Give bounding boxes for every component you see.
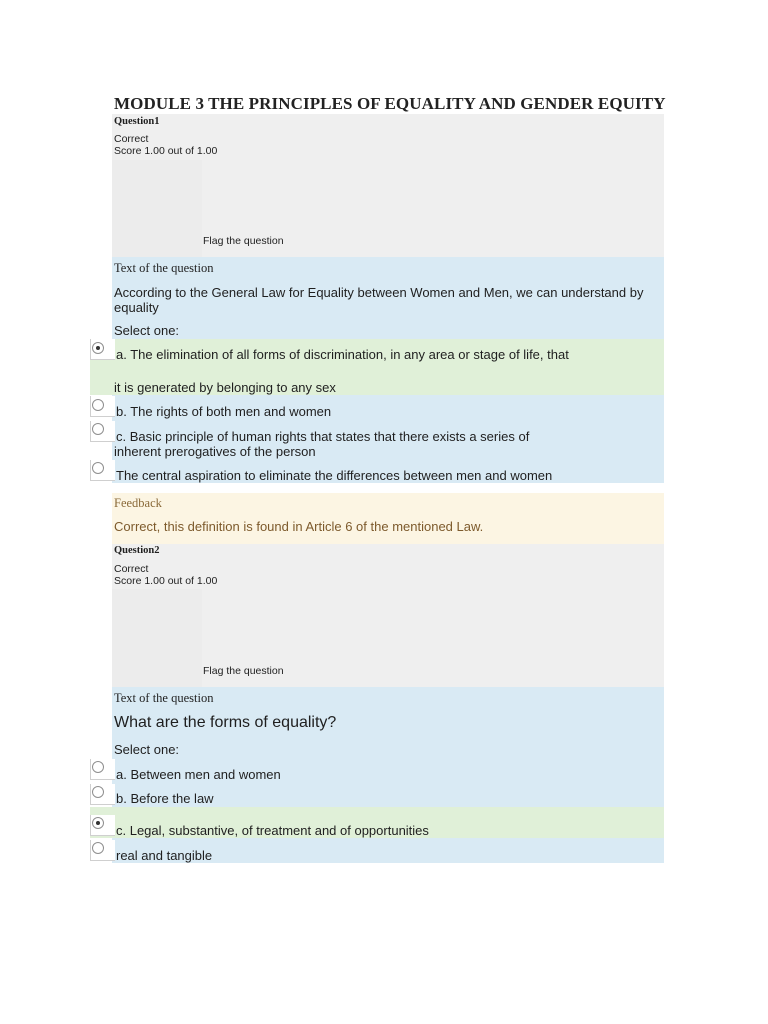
question2-text-label: Text of the question — [114, 691, 214, 705]
question1-prompt-line1: According to the General Law for Equality between Women and Men, we can understand by — [114, 285, 644, 300]
question2-option-d-radio[interactable] — [92, 842, 104, 854]
question1-option-b-radio[interactable] — [92, 399, 104, 411]
question1-status: Correct — [114, 133, 149, 145]
question1-option-c-text-line2: inherent prerogatives of the person — [114, 444, 316, 459]
question1-feedback-text: Correct, this definition is found in Article 6 of the mentioned Law. — [114, 519, 484, 534]
question2-option-d-text: real and tangible — [116, 848, 213, 863]
question2-number: Question2 — [114, 545, 160, 556]
question2-flag-panel — [112, 589, 202, 687]
question1-flag-panel — [112, 160, 202, 257]
question2-option-b-text: b. Before the law — [116, 791, 214, 806]
question2-option-c-radio[interactable] — [92, 817, 104, 829]
question2-option-a-radio[interactable] — [92, 761, 104, 773]
question2-status: Correct — [114, 563, 149, 575]
question1-feedback-label: Feedback — [114, 496, 162, 510]
question2-option-a-text: a. Between men and women — [116, 767, 281, 782]
question1-option-b-text: b. The rights of both men and women — [116, 404, 332, 419]
module-title: MODULE 3 THE PRINCIPLES OF EQUALITY AND GENDER EQUITY — [114, 94, 666, 113]
question2-score: Score 1.00 out of 1.00 — [114, 575, 218, 587]
question1-flag-link[interactable]: Flag the question — [203, 235, 284, 247]
question1-number: Question1 — [114, 116, 160, 127]
question1-select-label: Select one: — [114, 323, 180, 338]
question1-option-c-radio[interactable] — [92, 423, 104, 435]
question2-option-c-text: c. Legal, substantive, of treatment and of opportunities — [116, 823, 429, 838]
question1-option-c-text-line1: c. Basic principle of human rights that states that there exists a series of — [116, 429, 530, 444]
question1-option-d-radio[interactable] — [92, 462, 104, 474]
question1-prompt-line2: equality — [114, 300, 159, 315]
question2-select-label: Select one: — [114, 742, 180, 757]
question1-score: Score 1.00 out of 1.00 — [114, 145, 218, 157]
question1-option-d-text: The central aspiration to eliminate the differences between men and women — [116, 468, 553, 483]
question1-option-a-text-line2: it is generated by belonging to any sex — [114, 380, 336, 395]
question2-prompt: What are the forms of equality? — [114, 714, 337, 731]
question2-option-b-radio[interactable] — [92, 786, 104, 798]
question1-option-a-radio[interactable] — [92, 342, 104, 354]
question1-text-label: Text of the question — [114, 261, 214, 275]
question2-flag-link[interactable]: Flag the question — [203, 665, 284, 677]
question1-option-a-text-line1: a. The elimination of all forms of discrimination, in any area or stage of life, that — [116, 347, 569, 362]
